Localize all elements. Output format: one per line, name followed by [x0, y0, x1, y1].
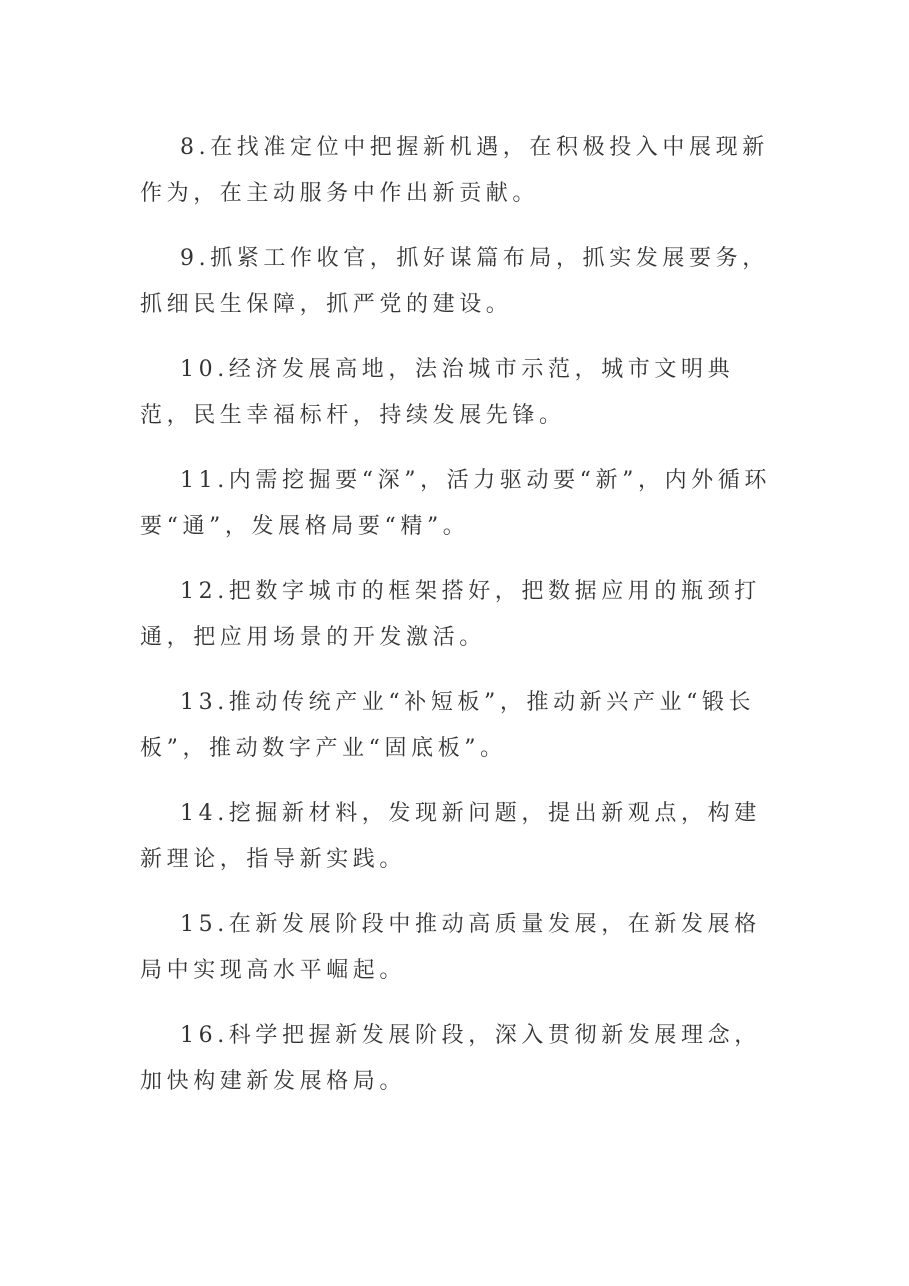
paragraph-15: 15.在新发展阶段中推动高质量发展，在新发展格局中实现高水平崛起。	[140, 912, 761, 983]
paragraph-13: 13.推动传统产业“补短板”，推动新兴产业“锻长板”，推动数字产业“固底板”。	[140, 690, 756, 761]
paragraph-11: 11.内需挖掘要“深”，活力驱动要“新”，内外循环要“通”，发展格局要“精”。	[140, 468, 771, 539]
paragraph-8: 8.在找准定位中把握新机遇，在积极投入中展现新作为，在主动服务中作出新贡献。	[140, 135, 769, 206]
paragraph-12: 12.把数字城市的框架搭好，把数据应用的瓶颈打通，把应用场景的开发激活。	[140, 579, 761, 650]
paragraph-9: 9.抓紧工作收官，抓好谋篇布局，抓实发展要务，抓细民生保障，抓严党的建设。	[140, 246, 769, 317]
document-body	[140, 125, 780, 1124]
paragraph-14: 14.挖掘新材料，发现新问题，提出新观点，构建新理论，指导新实践。	[140, 801, 761, 872]
paragraph-10: 10.经济发展高地，法治城市示范，城市文明典范，民生幸福标杆，持续发展先锋。	[140, 357, 735, 428]
paragraph-16: 16.科学把握新发展阶段，深入贯彻新发展理念，加快构建新发展格局。	[140, 1023, 761, 1094]
